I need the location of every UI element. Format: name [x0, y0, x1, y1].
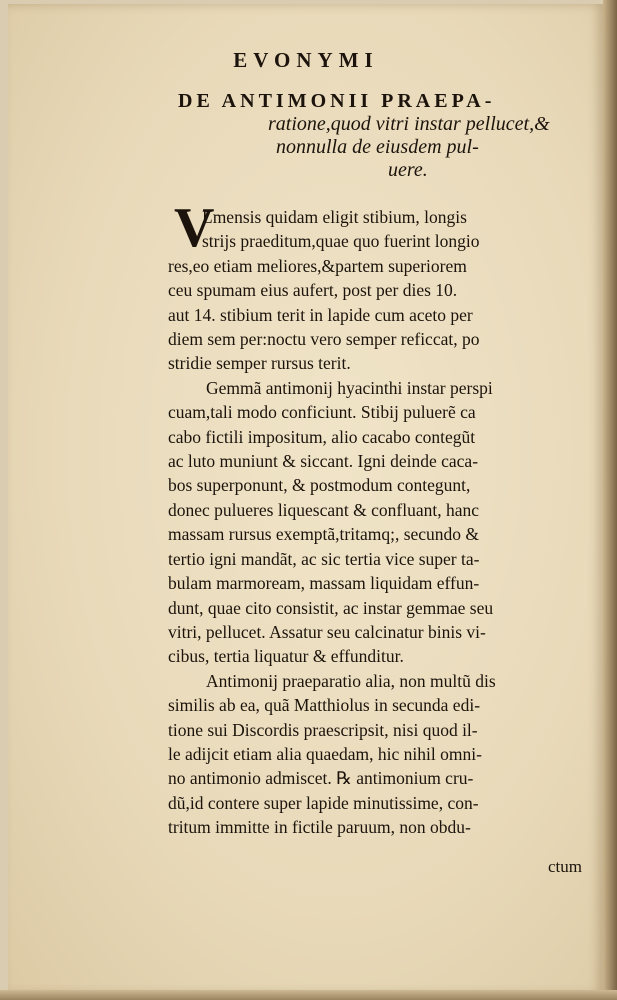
page-edge-right [603, 0, 617, 1000]
text-line: ceu spumam eius aufert, post per dies 10. [168, 280, 458, 301]
heading-line-2: ratione,quod vitri instar pellucet,& [268, 113, 550, 135]
text-line: res,eo etiam meliores,&partem superiorem [168, 255, 467, 276]
text-line: similis ab ea, quã Matthiolus in secunda edi- [168, 695, 481, 716]
text-line: aut 14. stibium terit in lapide cum aceto per [168, 304, 473, 325]
text-line: dunt, quae cito consistit, ac instar gemmae seu [168, 597, 494, 618]
text-line: no antimonio admiscet. ℞ antimonium cru- [168, 768, 474, 789]
heading-line-4: uere. [388, 159, 428, 181]
page-edge-bottom [0, 990, 617, 1000]
text-line: bulam marmoream, massam liquidam effun- [168, 573, 480, 594]
book-page [8, 4, 604, 994]
text-line: cibus, tertia liquatur & effunditur. [168, 646, 404, 667]
paragraph-1 [168, 205, 598, 254]
text-line: Lmensis quidam eligit stibium, longis [202, 207, 467, 227]
heading-line-3: nonnulla de eiusdem pul- [276, 136, 479, 158]
paragraph-3 [168, 669, 598, 840]
text-line: vitri, pellucet. Assatur seu calcinatur binis vi- [168, 621, 486, 642]
text-line: cuam,tali modo conficiunt. Stibij puluerẽ ca [168, 402, 476, 423]
heading-caps: DE ANTIMONII PRAEPA- [178, 90, 496, 112]
text-line: Antimonij praeparatio alia, non multũ dis [206, 670, 496, 691]
text-line: tertio igni mandãt, ac sic tertia vice super ta- [168, 548, 480, 569]
text-line: le adijcit etiam alia quaedam, hic nihil omni- [168, 743, 482, 764]
text-line: tritum immitte in fictile paruum, non obdu- [168, 817, 471, 838]
section-heading [178, 90, 598, 182]
running-head: EVONYMI [233, 48, 379, 72]
text-line: donec pulueres liquescant & confluant, hanc [168, 499, 480, 520]
text-line: dũ,id contere super lapide minutissime, con- [168, 792, 479, 813]
text-line: Gemmã antimonij hyacinthi instar perspi [206, 377, 493, 398]
text-line: bos superponunt, & postmodum contegunt, [168, 475, 471, 496]
text-line: cabo fictili impositum, alio cacabo contegũt [168, 426, 476, 447]
text-line: diem sem per:noctu vero semper reficcat, po [168, 329, 480, 350]
body-text [168, 205, 598, 840]
text-line: ac luto muniunt & siccant. Igni deinde caca- [168, 451, 479, 472]
text-line: strijs praeditum,quae quo fuerint longio [202, 231, 480, 252]
drop-cap: V [174, 197, 215, 259]
text-line: massam rursus exemptã,tritamq;, secundo & [168, 524, 480, 545]
text-line: tione sui Discordis praescripsit, nisi quod il- [168, 719, 478, 740]
paragraph-2 [168, 376, 598, 669]
catchword: ctum [548, 857, 582, 876]
text-line: stridie semper rursus terit. [168, 353, 351, 374]
